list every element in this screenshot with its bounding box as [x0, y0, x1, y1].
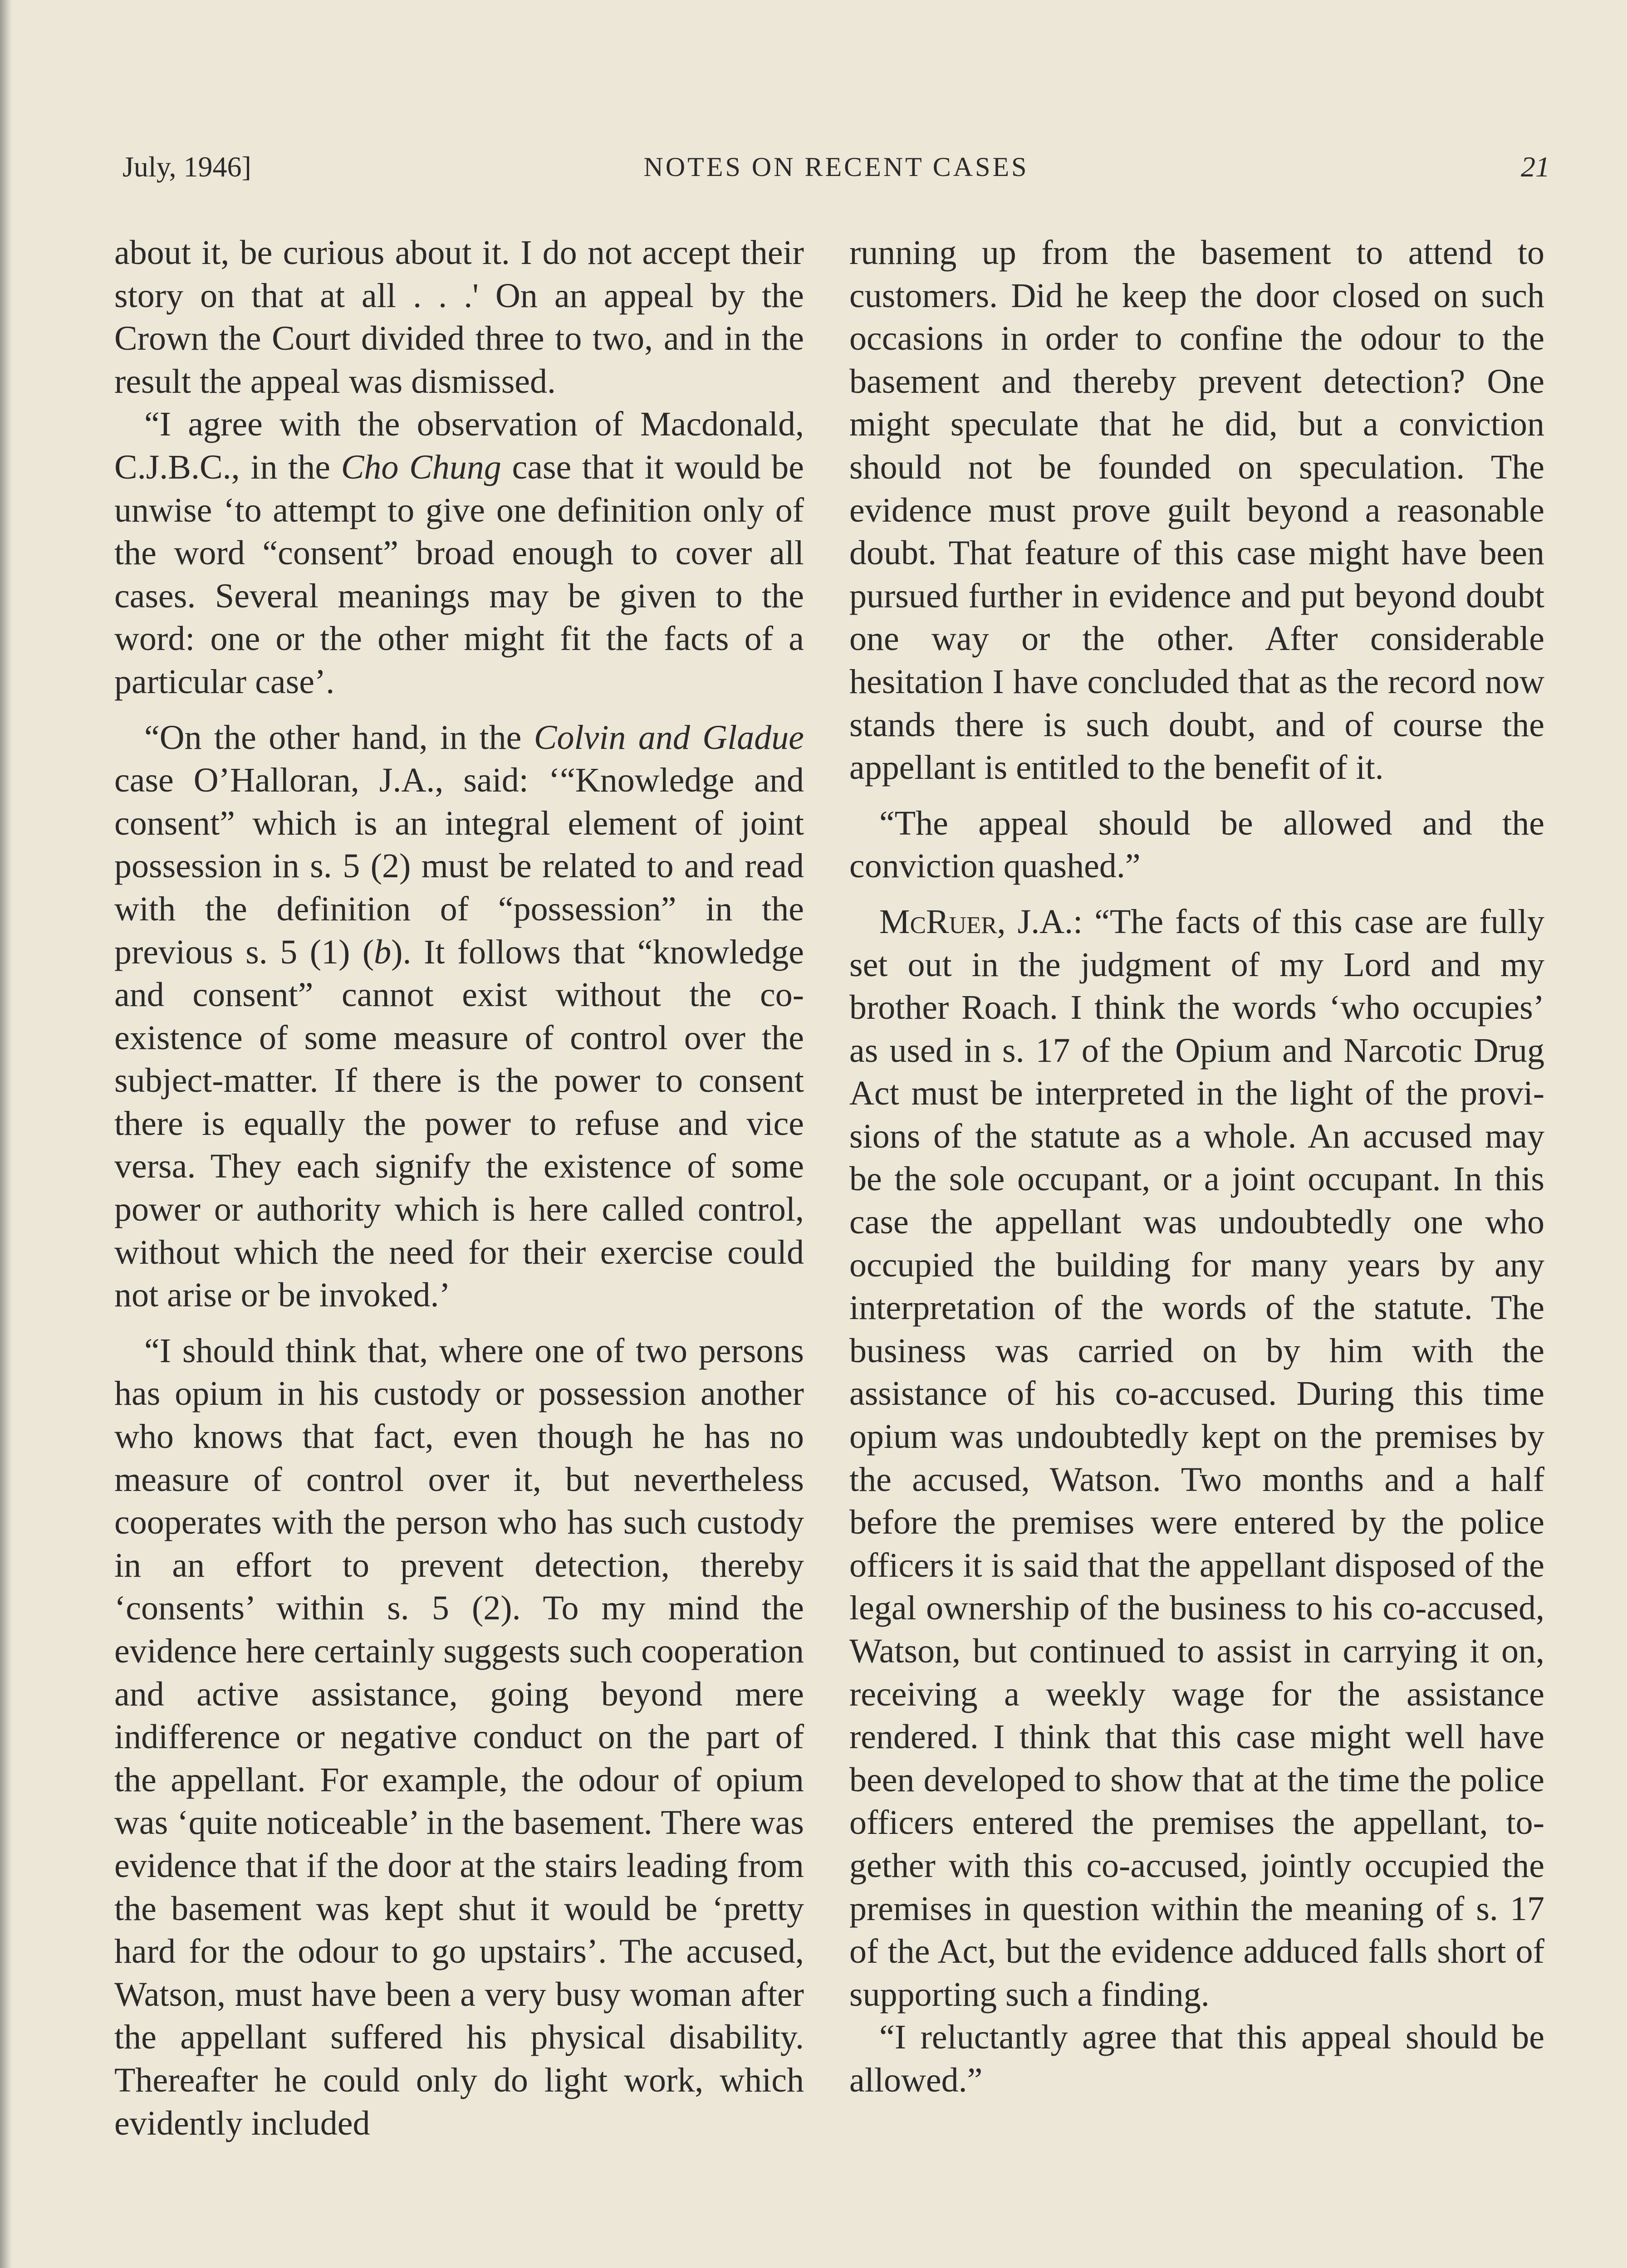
paragraph: running up from the basement to attend to customers. Did he keep the door closed on such occasions in order to confine the odour to the basement and thereby prevent detection? One might speculate that he did, but a conviction should not be founded on speculation. The evidence must prove guilt beyond a reasonable doubt. That feature of this case might have been pursued further in evidence and put beyond doubt one way or the other. After considerable hesitation I have concluded that as the record now stands there is such doubt, and of course the appellant is entitled to the benefit of it.	[849, 234, 1544, 787]
paragraph: McRuer, J.A.: “The facts of this case are fully set out in the judgment of my Lord and my brother Roach. I think the words ‘who occupies’ as used in s. 17 of the Opium and Narcotic Drug Act must be interpreted in the light of the provisions of the statute as a whole. An accused may be the sole occupant, or a joint occupant. In this case the appellant was undoubtedly one who occupied the building for many years by any interpretation of the words of the statute. The business was carried on by him with the assistance of his co-accused. During this time opium was undoubtedly kept on the premises by the accused, Watson. Two months and a half before the premises were entered by the police officers it is said that the appellant disposed of the legal ownership of the business to his co-accused, Watson, but continued to assist in carrying it on, receiving a weekly wage for the assistance rendered. I think that this case might well have been developed to show that at the time the police officers entered the premises the appellant, together with this co-accused, jointly occupied the premises in question within the meaning of s. 17 of the Act, but the evidence adduced falls short of supporting such a finding.	[849, 902, 1544, 2014]
judge-name: McRuer	[879, 902, 997, 941]
header-date: July, 1946]	[123, 151, 251, 183]
header-title: NOTES ON RECENT CASES	[643, 152, 1029, 182]
paragraph: “The appeal should be allowed and the conviction quashed.”	[849, 804, 1544, 885]
case-name: Cho Chung	[341, 448, 501, 486]
running-header	[123, 144, 1550, 199]
right-column	[849, 231, 1544, 2102]
left-column	[114, 231, 804, 2145]
page-binding-edge	[0, 0, 12, 2268]
paragraph: “I should think that, where one of two persons has opium in his custody or possession another who knows that fact, even though he has no measure of control over it, but nevertheless cooperates with the person who has such custody in an effort to prevent detection, thereby ‘consents’ within s. 5 (2). To my mind the evidence here certainly suggests such cooperation and active assistance, going beyond mere indifference or negative conduct on the part of the appellant. For example, the odour of opium was ‘quite noticeable’ in the basement. There was evidence that if the door at the stairs leading from the basement was kept shut it would be ‘pretty hard for the odour to go upstairs’. The accused, Watson, must have been a very busy woman after the appellant suffered his physical disability. Thereafter he could only do light work, which evidently included	[114, 1331, 804, 2142]
paragraph: about it, be curious about it. I do not accept their story on that at all . . .' On an appeal by the Crown the Court divided three to two, and in the result the appeal was dismissed.	[114, 234, 804, 401]
case-name: Colvin and Gladue	[534, 718, 804, 757]
page-number: 21	[1521, 151, 1550, 183]
paragraph: “I agree with the observation of Macdonald, C.J.B.C., in the Cho Chung case that it would be unwise ‘to attempt to give one definition only of the word “consent” broad enough to cover all cases. Several meanings may be given to the word: one or the other might fit the facts of a particular case’.	[114, 405, 804, 701]
paragraph: “On the other hand, in the Colvin and Gladue case O’Halloran, J.A., said: ‘“Knowledge and consent” which is an integral element of joint possession in s. 5 (2) must be related to and read with the definition of “possession” in the previous s. 5 (1) (b). It follows that “knowledge and consent” cannot exist without the co-existence of some measure of control over the subject-matter. If there is the power to consent there is equally the power to refuse and vice versa. They each signify the existence of some power or authority which is here called control, without which the need for their exercise could not arise or be invoked.’	[114, 718, 804, 1315]
paragraph: “I reluctantly agree that this appeal should be allowed.”	[849, 2018, 1544, 2099]
